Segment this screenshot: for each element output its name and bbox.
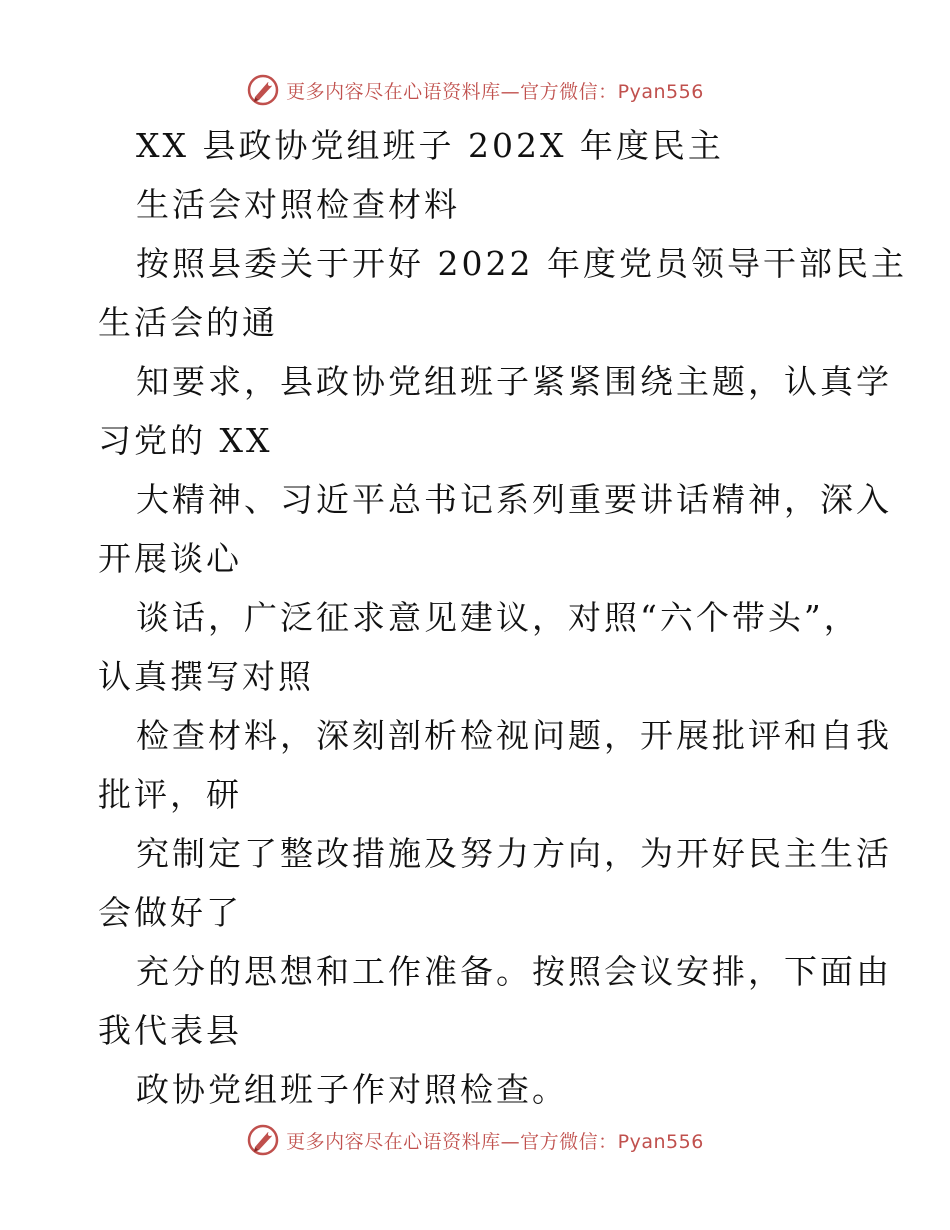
pen-logo-icon bbox=[246, 1123, 280, 1157]
header-banner bbox=[0, 70, 950, 110]
paragraph-line: 大精神、习近平总书记系列重要讲话精神，深入 bbox=[136, 480, 892, 519]
document-body bbox=[98, 116, 907, 1119]
pen-logo-icon bbox=[246, 73, 280, 107]
paragraph-line: 认真撰写对照 bbox=[98, 657, 314, 696]
paragraph-line: 充分的思想和工作准备。按照会议安排，下面由 bbox=[136, 952, 892, 991]
paragraph-line: 我代表县 bbox=[98, 1011, 242, 1050]
footer-banner-text: 更多内容尽在心语资料库—官方微信：Pyan556 bbox=[286, 1130, 704, 1153]
paragraph-line: 开展谈心 bbox=[98, 539, 242, 578]
paragraph-line: 政协党组班子作对照检查。 bbox=[136, 1070, 568, 1109]
paragraph-line: 会做好了 bbox=[98, 893, 242, 932]
paragraph-line: 习党的 XX bbox=[98, 421, 273, 460]
paragraph-line: 谈话，广泛征求意见建议，对照“六个带头”， bbox=[136, 598, 860, 637]
header-banner-text: 更多内容尽在心语资料库—官方微信：Pyan556 bbox=[286, 80, 704, 103]
paragraph-line: 批评，研 bbox=[98, 775, 242, 814]
paragraph-line: 生活会的通 bbox=[98, 303, 278, 342]
paragraph-line: 知要求，县政协党组班子紧紧围绕主题，认真学 bbox=[136, 362, 892, 401]
footer-banner bbox=[0, 1120, 950, 1160]
paragraph-line: 按照县委关于开好 2022 年度党员领导干部民主 bbox=[136, 244, 907, 283]
paragraph-line: 检查材料，深刻剖析检视问题，开展批评和自我 bbox=[136, 716, 892, 755]
title-line-1: XX 县政协党组班子 202X 年度民主 bbox=[136, 126, 724, 165]
title-line-2: 生活会对照检查材料 bbox=[136, 185, 460, 224]
paragraph-line: 究制定了整改措施及努力方向，为开好民主生活 bbox=[136, 834, 892, 873]
